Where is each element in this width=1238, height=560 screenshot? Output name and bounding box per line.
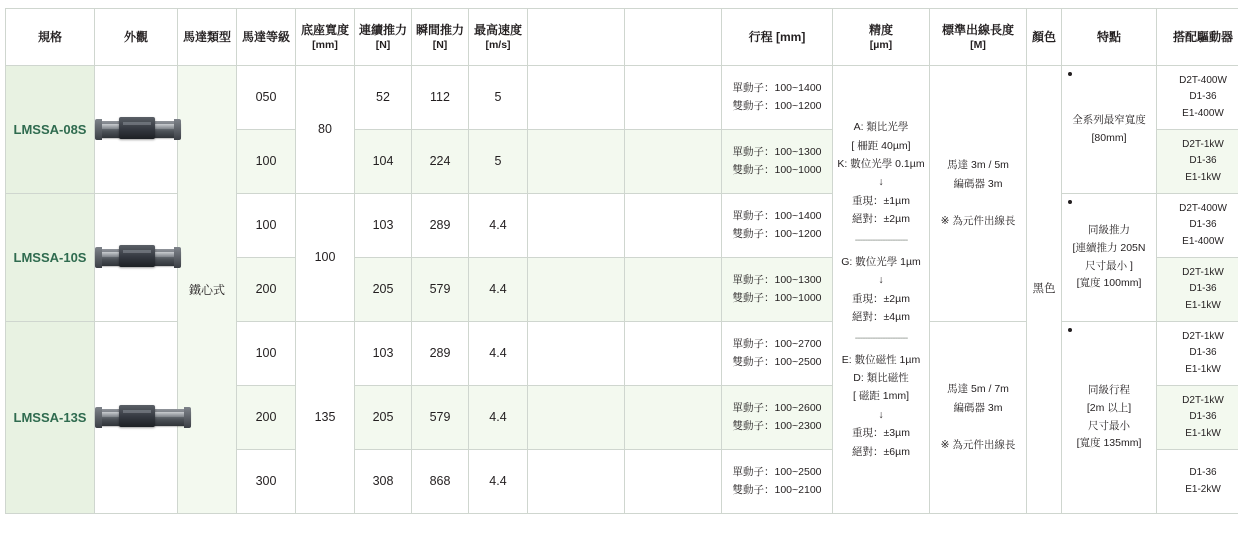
col-header-base-width: 底座寬度 [mm] bbox=[296, 9, 355, 66]
driver-value: D2T-1kW D1-36 E1-1kW bbox=[1157, 258, 1238, 322]
col-header-spec: 規格 bbox=[6, 9, 95, 66]
blank-cell bbox=[528, 450, 625, 514]
stroke-value bbox=[722, 386, 833, 450]
col-header-motor-grade: 馬達等級 bbox=[237, 9, 296, 66]
motor-grade-value: 200 bbox=[237, 258, 296, 322]
peak-force-value: 112 bbox=[412, 66, 469, 130]
stroke-value bbox=[722, 322, 833, 386]
stroke-double-mover: 雙動子：100~1200 bbox=[732, 227, 822, 240]
cable-length-value-1: 馬達 3m / 5m 編碼器 3m ※ 為元件出線長 bbox=[930, 66, 1027, 322]
col-header-feature: 特點 bbox=[1062, 9, 1157, 66]
peak-force-value: 289 bbox=[412, 322, 469, 386]
driver-value: D2T-400W D1-36 E1-400W bbox=[1157, 66, 1238, 130]
driver-value: D2T-400W D1-36 E1-400W bbox=[1157, 194, 1238, 258]
driver-value: D1-36 E1-2kW bbox=[1157, 450, 1238, 514]
stroke-double-mover: 雙動子：100~2100 bbox=[732, 483, 822, 496]
motor-grade-value: 100 bbox=[237, 322, 296, 386]
accuracy-block-1: A: 類比光學 [ 柵距 40µm] K: 數位光學 0.1µm ↓ 重現：±1µm 絕對：±2µm bbox=[837, 121, 925, 225]
blank-cell bbox=[528, 194, 625, 258]
feature-lmssa-13s: 同級行程 [2m 以上] 尺寸最小 [寬度 135mm] bbox=[1062, 322, 1157, 514]
header-row bbox=[6, 9, 1238, 66]
continuous-force-value: 205 bbox=[355, 386, 412, 450]
peak-force-value: 579 bbox=[412, 258, 469, 322]
blank-cell bbox=[625, 66, 722, 130]
stroke-double-mover: 雙動子：100~1200 bbox=[732, 99, 822, 112]
col-header-cable-length: 標準出線長度 [M] bbox=[930, 9, 1027, 66]
max-speed-value: 4.4 bbox=[469, 322, 528, 386]
driver-value: D2T-1kW D1-36 E1-1kW bbox=[1157, 386, 1238, 450]
model-name-lmssa-13s: LMSSA-13S bbox=[6, 322, 95, 514]
model-name-lmssa-10s: LMSSA-10S bbox=[6, 194, 95, 322]
peak-force-value: 868 bbox=[412, 450, 469, 514]
stroke-double-mover: 雙動子：100~2500 bbox=[732, 355, 822, 368]
stroke-double-mover: 雙動子：100~1000 bbox=[732, 291, 822, 304]
stroke-value bbox=[722, 450, 833, 514]
blank-cell bbox=[625, 258, 722, 322]
base-width-value: 80 bbox=[296, 66, 355, 194]
lmssa-08s-product-image bbox=[95, 66, 178, 194]
continuous-force-value: 308 bbox=[355, 450, 412, 514]
accuracy-divider: --------------------- bbox=[854, 332, 908, 345]
peak-force-value: 224 bbox=[412, 130, 469, 194]
max-speed-value: 4.4 bbox=[469, 386, 528, 450]
stroke-single-mover: 單動子：100~1300 bbox=[732, 273, 822, 286]
col-header-stroke: 行程 [mm] bbox=[722, 9, 833, 66]
product-photo bbox=[95, 401, 191, 435]
stroke-single-mover: 單動子：100~2700 bbox=[732, 337, 822, 350]
accuracy-value bbox=[833, 66, 930, 514]
lmssa-10s-product-image bbox=[95, 194, 178, 322]
product-photo bbox=[95, 113, 181, 147]
model-name-lmssa-08s: LMSSA-08S bbox=[6, 66, 95, 194]
continuous-force-value: 103 bbox=[355, 194, 412, 258]
stroke-single-mover: 單動子：100~1400 bbox=[732, 81, 822, 94]
feature-lmssa-10s: 同級推力 [連續推力 205N 尺寸最小 ] [寬度 100mm] bbox=[1062, 194, 1157, 322]
continuous-force-value: 104 bbox=[355, 130, 412, 194]
col-header-peak-force: 瞬間推力 [N] bbox=[412, 9, 469, 66]
feature-lmssa-08s: 全系列最窄寬度 [80mm] bbox=[1062, 66, 1157, 194]
col-header-driver: 搭配驅動器 bbox=[1157, 9, 1238, 66]
blank-cell bbox=[528, 66, 625, 130]
col-header-continuous-force: 連續推力 [N] bbox=[355, 9, 412, 66]
table-row bbox=[6, 66, 1238, 130]
col-header-color: 顏色 bbox=[1027, 9, 1062, 66]
blank-cell bbox=[528, 130, 625, 194]
motor-grade-value: 050 bbox=[237, 66, 296, 130]
blank-cell bbox=[625, 450, 722, 514]
blank-cell bbox=[528, 386, 625, 450]
blank-cell bbox=[625, 386, 722, 450]
motor-type-value: 鐵心式 bbox=[178, 66, 237, 514]
max-speed-value: 5 bbox=[469, 66, 528, 130]
base-width-value: 100 bbox=[296, 194, 355, 322]
color-value: 黑色 bbox=[1027, 66, 1062, 514]
stroke-value bbox=[722, 66, 833, 130]
blank-cell bbox=[528, 258, 625, 322]
stroke-value bbox=[722, 194, 833, 258]
stroke-double-mover: 雙動子：100~1000 bbox=[732, 163, 822, 176]
table-header bbox=[6, 9, 1238, 66]
blank-cell bbox=[625, 130, 722, 194]
lmssa-13s-product-image bbox=[95, 322, 178, 514]
col-header-blank-2 bbox=[625, 9, 722, 66]
continuous-force-value: 103 bbox=[355, 322, 412, 386]
stroke-double-mover: 雙動子：100~2300 bbox=[732, 419, 822, 432]
col-header-motor-type: 馬達類型 bbox=[178, 9, 237, 66]
stroke-value bbox=[722, 258, 833, 322]
max-speed-value: 4.4 bbox=[469, 194, 528, 258]
col-header-max-speed: 最高速度 [m/s] bbox=[469, 9, 528, 66]
max-speed-value: 4.4 bbox=[469, 450, 528, 514]
stroke-single-mover: 單動子：100~1300 bbox=[732, 145, 822, 158]
linear-motor-spec-table bbox=[5, 8, 1238, 514]
continuous-force-value: 205 bbox=[355, 258, 412, 322]
product-photo bbox=[95, 241, 181, 275]
blank-cell bbox=[625, 322, 722, 386]
motor-grade-value: 300 bbox=[237, 450, 296, 514]
col-header-appearance: 外觀 bbox=[95, 9, 178, 66]
blank-cell bbox=[528, 322, 625, 386]
peak-force-value: 579 bbox=[412, 386, 469, 450]
driver-value: D2T-1kW D1-36 E1-1kW bbox=[1157, 130, 1238, 194]
peak-force-value: 289 bbox=[412, 194, 469, 258]
col-header-blank-1 bbox=[528, 9, 625, 66]
driver-value: D2T-1kW D1-36 E1-1kW bbox=[1157, 322, 1238, 386]
accuracy-block-3: E: 數位磁性 1µm D: 類比磁性 [ 磁距 1mm] ↓ 重現：±3µm 絕對：±6µm bbox=[841, 353, 921, 458]
continuous-force-value: 52 bbox=[355, 66, 412, 130]
motor-grade-value: 200 bbox=[237, 386, 296, 450]
stroke-single-mover: 單動子：100~1400 bbox=[732, 209, 822, 222]
accuracy-divider: --------------------- bbox=[854, 234, 908, 247]
stroke-value bbox=[722, 130, 833, 194]
motor-grade-value: 100 bbox=[237, 194, 296, 258]
table-body bbox=[6, 66, 1238, 514]
base-width-value: 135 bbox=[296, 322, 355, 514]
stroke-single-mover: 單動子：100~2600 bbox=[732, 401, 822, 414]
max-speed-value: 4.4 bbox=[469, 258, 528, 322]
cable-length-value-2: 馬達 5m / 7m 編碼器 3m ※ 為元件出線長 bbox=[930, 322, 1027, 514]
accuracy-block-2: G: 數位光學 1µm ↓ 重現：±2µm 絕對：±4µm bbox=[841, 255, 921, 323]
motor-grade-value: 100 bbox=[237, 130, 296, 194]
col-header-accuracy: 精度 [µm] bbox=[833, 9, 930, 66]
stroke-single-mover: 單動子：100~2500 bbox=[732, 465, 822, 478]
blank-cell bbox=[625, 194, 722, 258]
max-speed-value: 5 bbox=[469, 130, 528, 194]
